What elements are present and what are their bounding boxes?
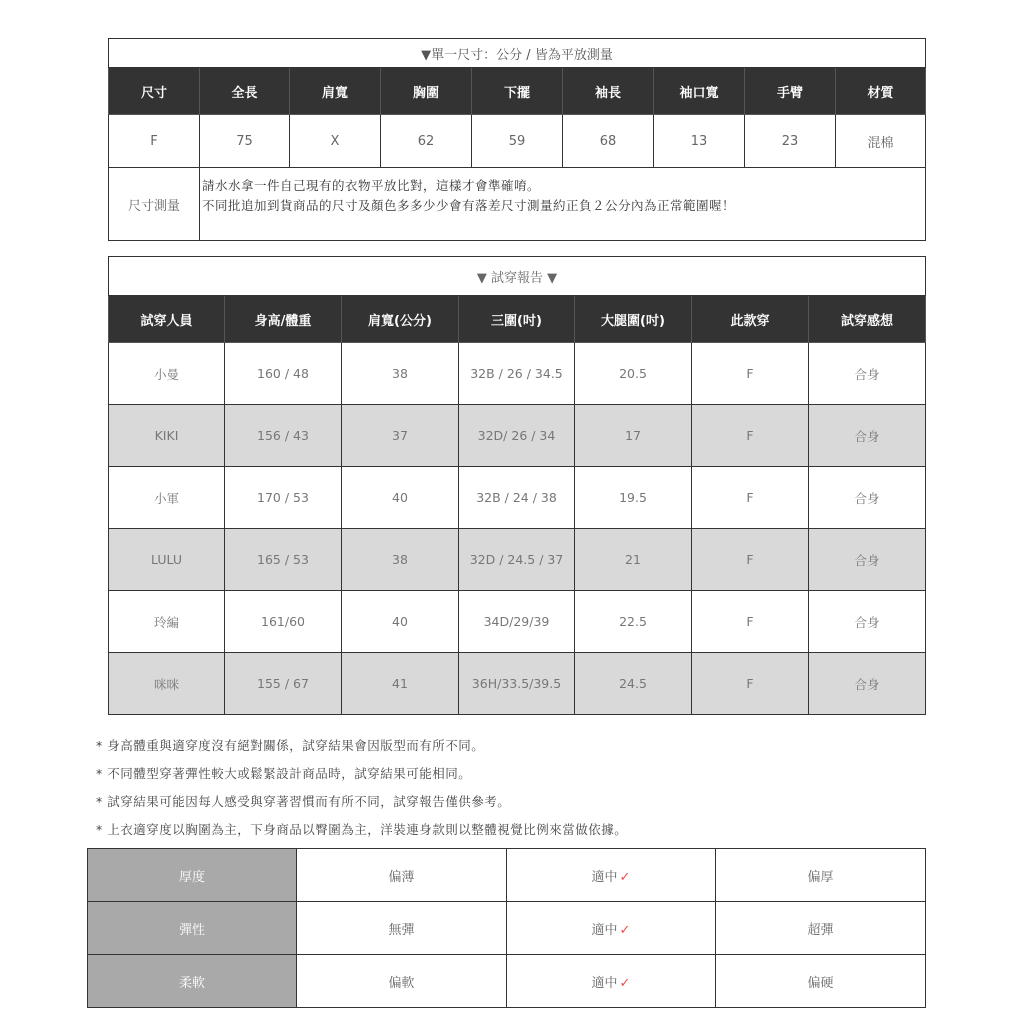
fit-cell: 24.5	[575, 653, 692, 715]
fabric-properties-table	[87, 848, 926, 1008]
size-header-cell: 袖長	[563, 68, 654, 115]
fit-cell: F	[692, 343, 809, 405]
fit-cell: 小軍	[109, 467, 225, 529]
property-option-label: 適中	[591, 922, 618, 938]
property-label: 厚度	[88, 849, 297, 902]
size-header-cell: 全長	[200, 68, 290, 115]
fit-cell: LULU	[109, 529, 225, 591]
fit-cell: F	[692, 405, 809, 467]
size-value-cell: 68	[563, 115, 654, 168]
size-table	[108, 38, 926, 241]
size-value-cell: 62	[381, 115, 472, 168]
fit-cell: F	[692, 529, 809, 591]
fit-cell: 38	[342, 529, 459, 591]
size-value-cell: 59	[472, 115, 563, 168]
table-row	[109, 343, 926, 405]
fit-cell: 19.5	[575, 467, 692, 529]
fit-cell: F	[692, 467, 809, 529]
size-table-title: ▼單一尺寸：公分 / 皆為平放測量	[109, 39, 926, 68]
fit-header-cell: 此款穿	[692, 296, 809, 343]
size-value-cell: 23	[745, 115, 836, 168]
fit-cell: 合身	[809, 529, 926, 591]
size-value-cell: 75	[200, 115, 290, 168]
property-row	[88, 849, 926, 902]
fit-cell: 170 / 53	[225, 467, 342, 529]
fit-report-table	[108, 256, 926, 715]
size-header-cell: 下擺	[472, 68, 563, 115]
property-option: 無彈	[297, 902, 507, 955]
size-header-cell: 胸圍	[381, 68, 472, 115]
fit-cell: 40	[342, 467, 459, 529]
table-row	[109, 467, 926, 529]
property-option-label: 適中	[591, 869, 618, 885]
size-value-cell: F	[109, 115, 200, 168]
fit-cell: 156 / 43	[225, 405, 342, 467]
fit-notes	[96, 736, 936, 848]
fit-cell: 36H/33.5/39.5	[459, 653, 575, 715]
size-value-cell: 混棉	[836, 115, 926, 168]
fit-cell: 玲編	[109, 591, 225, 653]
property-option: 偏薄	[297, 849, 507, 902]
fit-cell: 32D / 24.5 / 37	[459, 529, 575, 591]
fit-header-cell: 試穿感想	[809, 296, 926, 343]
fit-cell: F	[692, 653, 809, 715]
fit-header-cell: 肩寬(公分)	[342, 296, 459, 343]
fit-cell: 160 / 48	[225, 343, 342, 405]
property-label: 彈性	[88, 902, 297, 955]
table-row	[109, 529, 926, 591]
size-value-cell: 13	[654, 115, 745, 168]
fit-report-title: ▼ 試穿報告 ▼	[109, 257, 926, 296]
property-option: 偏厚	[716, 849, 926, 902]
table-row	[109, 591, 926, 653]
size-header-cell: 材質	[836, 68, 926, 115]
check-icon: ✓	[619, 922, 631, 938]
property-row	[88, 902, 926, 955]
property-option: 超彈	[716, 902, 926, 955]
fit-cell: 32D/ 26 / 34	[459, 405, 575, 467]
property-option: 偏硬	[716, 955, 926, 1008]
fit-cell: 165 / 53	[225, 529, 342, 591]
fit-cell: 155 / 67	[225, 653, 342, 715]
fit-header-cell: 試穿人員	[109, 296, 225, 343]
fit-cell: 34D/29/39	[459, 591, 575, 653]
fit-cell: 161/60	[225, 591, 342, 653]
fit-cell: 32B / 26 / 34.5	[459, 343, 575, 405]
size-value-cell: X	[290, 115, 381, 168]
property-option: 偏軟	[297, 955, 507, 1008]
fit-cell: 合身	[809, 343, 926, 405]
fit-cell: 41	[342, 653, 459, 715]
check-icon: ✓	[619, 975, 631, 991]
fit-cell: 22.5	[575, 591, 692, 653]
note-item: * 不同體型穿著彈性較大或鬆緊設計商品時，試穿結果可能相同。	[96, 766, 472, 781]
note-item: * 身高體重與適穿度沒有絕對關係，試穿結果會因版型而有所不同。	[96, 738, 485, 753]
note-item: * 試穿結果可能因每人感受與穿著習慣而有所不同，試穿報告僅供參考。	[96, 794, 511, 809]
fit-cell: 咪咪	[109, 653, 225, 715]
fit-cell: 40	[342, 591, 459, 653]
property-option-label: 適中	[591, 975, 618, 991]
fit-cell: F	[692, 591, 809, 653]
property-option-selected	[507, 955, 716, 1008]
fit-cell: KIKI	[109, 405, 225, 467]
fit-cell: 32B / 24 / 38	[459, 467, 575, 529]
fit-cell: 小曼	[109, 343, 225, 405]
size-note-label: 尺寸測量	[109, 168, 200, 241]
fit-cell: 17	[575, 405, 692, 467]
fit-header-cell: 三圍(吋)	[459, 296, 575, 343]
note-item: * 上衣適穿度以胸圍為主，下身商品以臀圍為主，洋裝連身款則以整體視覺比例來當做依據。	[96, 822, 628, 837]
fit-cell: 37	[342, 405, 459, 467]
size-note	[200, 168, 926, 241]
table-row	[109, 653, 926, 715]
fit-cell: 38	[342, 343, 459, 405]
size-note-line: 不同批追加到貨商品的尺寸及顏色多多少少會有落差尺寸測量約正負２公分內為正常範圍喔！	[202, 198, 736, 213]
size-header-cell: 手臂	[745, 68, 836, 115]
size-header-cell: 肩寬	[290, 68, 381, 115]
size-header-cell: 袖口寬	[654, 68, 745, 115]
fit-header-cell: 身高/體重	[225, 296, 342, 343]
fit-cell: 21	[575, 529, 692, 591]
fit-cell: 合身	[809, 405, 926, 467]
fit-header-cell: 大腿圍(吋)	[575, 296, 692, 343]
property-option-selected	[507, 849, 716, 902]
size-note-line: 請水水拿一件自己現有的衣物平放比對，這樣才會準確唷。	[202, 178, 541, 193]
size-header-cell: 尺寸	[109, 68, 200, 115]
property-option-selected	[507, 902, 716, 955]
fit-cell: 20.5	[575, 343, 692, 405]
table-row	[109, 405, 926, 467]
check-icon: ✓	[619, 869, 631, 885]
property-label: 柔軟	[88, 955, 297, 1008]
fit-cell: 合身	[809, 591, 926, 653]
fit-cell: 合身	[809, 653, 926, 715]
property-row	[88, 955, 926, 1008]
fit-cell: 合身	[809, 467, 926, 529]
